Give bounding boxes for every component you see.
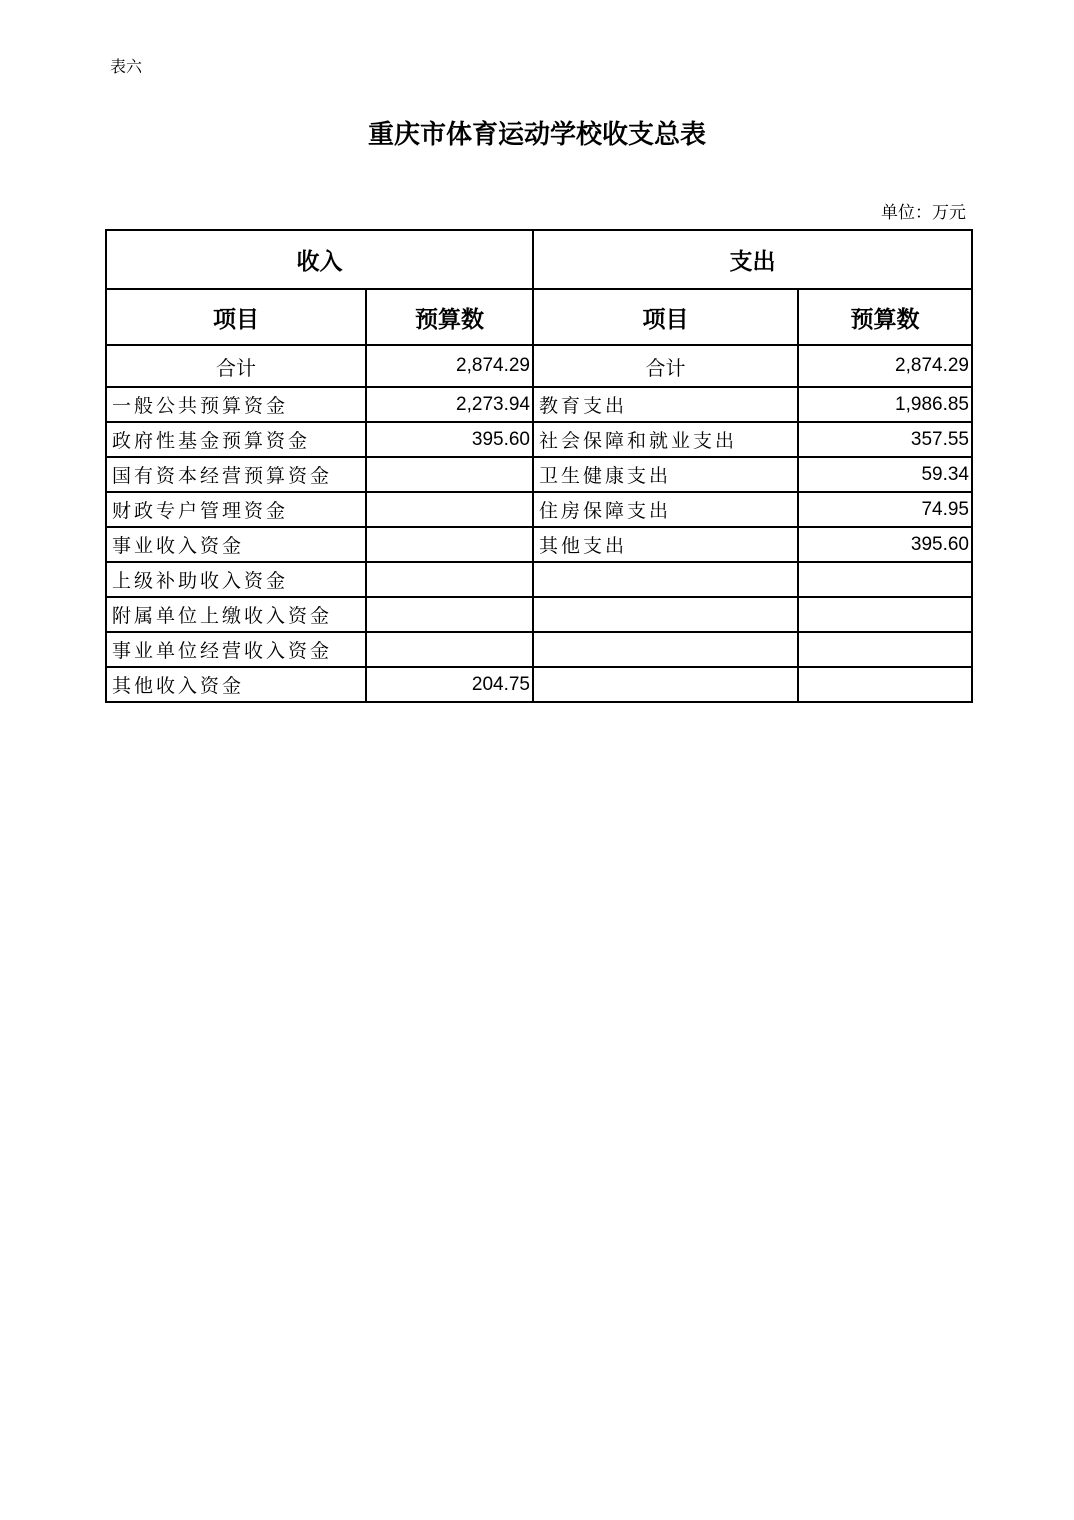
table-row: [106, 632, 972, 667]
income-section-header: 收入: [106, 230, 533, 289]
expense-value: [798, 667, 972, 702]
column-header-income-item: 项目: [106, 289, 366, 345]
expense-item: 社会保障和就业支出: [533, 422, 798, 457]
table-row: [106, 387, 972, 422]
income-value: 204.75: [366, 667, 533, 702]
income-item: 上级补助收入资金: [106, 562, 366, 597]
column-header-row: [106, 289, 972, 345]
table-row: [106, 562, 972, 597]
income-value: [366, 562, 533, 597]
unit-label: 单位：万元: [881, 203, 966, 223]
expense-item: [533, 597, 798, 632]
income-value: [366, 527, 533, 562]
income-expense-table: [105, 229, 973, 703]
income-total-label: 合计: [106, 345, 366, 387]
income-value: [366, 597, 533, 632]
expense-section-header: 支出: [533, 230, 972, 289]
expense-value: [798, 597, 972, 632]
table-row: [106, 492, 972, 527]
column-header-expense-budget: 预算数: [798, 289, 972, 345]
income-value: [366, 632, 533, 667]
income-value: 2,273.94: [366, 387, 533, 422]
expense-item: 教育支出: [533, 387, 798, 422]
table-row: [106, 527, 972, 562]
income-total-value: 2,874.29: [366, 345, 533, 387]
table-row: [106, 457, 972, 492]
income-item: 事业单位经营收入资金: [106, 632, 366, 667]
total-row: [106, 345, 972, 387]
income-item: 一般公共预算资金: [106, 387, 366, 422]
income-item: 事业收入资金: [106, 527, 366, 562]
expense-value: [798, 562, 972, 597]
page-title: 重庆市体育运动学校收支总表: [367, 120, 706, 150]
expense-value: 1,986.85: [798, 387, 972, 422]
column-header-expense-item: 项目: [533, 289, 798, 345]
expense-item: [533, 632, 798, 667]
income-item: 其他收入资金: [106, 667, 366, 702]
table-row: [106, 422, 972, 457]
expense-value: [798, 632, 972, 667]
table-number-label: 表六: [110, 57, 143, 76]
column-header-income-budget: 预算数: [366, 289, 533, 345]
income-value: [366, 492, 533, 527]
expense-value: 395.60: [798, 527, 972, 562]
income-item: 附属单位上缴收入资金: [106, 597, 366, 632]
income-item: 国有资本经营预算资金: [106, 457, 366, 492]
expense-value: 357.55: [798, 422, 972, 457]
income-value: 395.60: [366, 422, 533, 457]
expense-item: 卫生健康支出: [533, 457, 798, 492]
income-value: [366, 457, 533, 492]
expense-value: 74.95: [798, 492, 972, 527]
section-header-row: [106, 230, 972, 289]
table-row: [106, 597, 972, 632]
expense-item: [533, 667, 798, 702]
income-item: 财政专户管理资金: [106, 492, 366, 527]
income-item: 政府性基金预算资金: [106, 422, 366, 457]
expense-total-label: 合计: [533, 345, 798, 387]
table-row: [106, 667, 972, 702]
expense-total-value: 2,874.29: [798, 345, 972, 387]
expense-item: 住房保障支出: [533, 492, 798, 527]
expense-item: [533, 562, 798, 597]
expense-value: 59.34: [798, 457, 972, 492]
expense-item: 其他支出: [533, 527, 798, 562]
